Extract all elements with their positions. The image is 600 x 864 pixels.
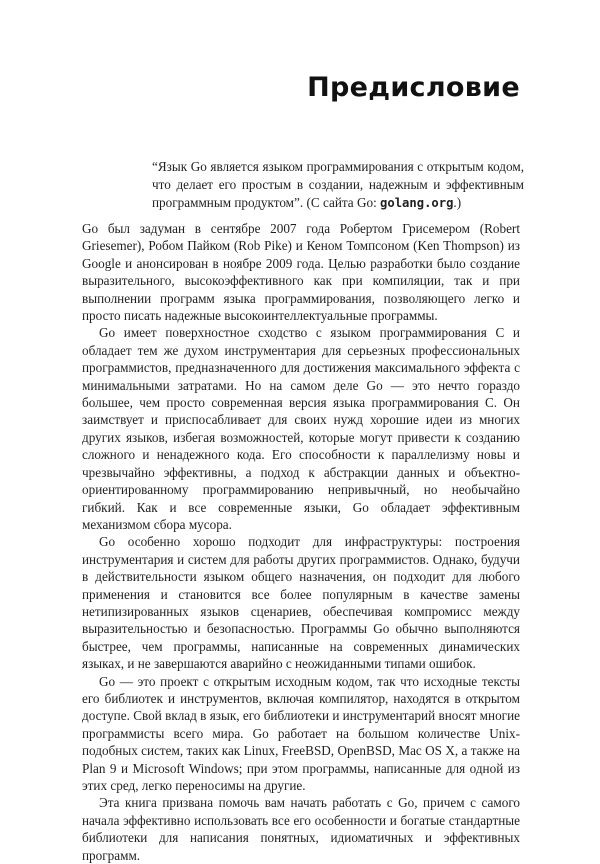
body-text [82,220,520,864]
page-title: Предисловие [307,72,520,103]
paragraph-4: Go — это проект с открытым исходным кодом, так что исходные тексты его библиотек и инструментов, включая компилятор, находятся в открытом доступе. Свой вклад в язык, его библиотеки и инструментарий вносят многие программисты всего мира. Go работает на большом количестве Unix-подобных систем, таких как Linux, FreeBSD, OpenBSD, Mac OS X, а также на Plan 9 и Microsoft Windows; при этом программы, написанные для одной из этих сред, легко переносимы на другие. [82,673,520,793]
epigraph-text: “Язык Go является языком программирования с открытым кодом, что делает его простым в создании, надежным и эффективным программным продуктом”. (С сайта Go: [152,159,524,210]
epigraph-end: .) [453,195,462,210]
paragraph-2: Go имеет поверхностное сходство с языком программирования C и обладает тем же духом инструментария для серьезных профессиональных программистов, предназначенного для достижения максимального эффекта с минимальными затратами. Но на самом деле Go — это нечто гораздо большее, чем просто современная версия языка программирования C. Он заимствует и приспосабливает для своих нужд хорошие идеи из многих других языков, избегая возможностей, которые могут привести к созданию сложного и ненадежного кода. Его способности к параллелизму новы и чрезвычайно эффективны, а подход к абстракции данных и объектно-ориентированному программированию непривычный, но необычайно гибкий. Как и все современные языки, Go обладает эффективным механизмом сбора мусора. [82,325,520,532]
paragraph-5: Эта книга призвана помочь вам начать работать с Go, причем с самого начала эффективно использовать все его особенности и богатые стандартные библиотеки для написания понятных, идиоматичных и эффективных программ. [82,795,520,863]
epigraph-quote [152,158,524,212]
paragraph-1: Go был задуман в сентябре 2007 года Робертом Грисемером (Robert Griesemer), Робом Пайком (Rob Pike) и Кеном Томпсоном (Ken Thompson) из Google и анонсирован в ноябре 2009 года. Целью разработки было создание выразительного, высокоэффективного как при компиляции, так и при выполнении программ языка программирования, позволяющего легко и просто писать надежные высокоинтеллектуальные программы. [82,221,520,324]
paragraph-3: Go особенно хорошо подходит для инфраструктуры: построения инструментария и систем для работы других программистов. Однако, будучи в действительности языком общего назначения, он подходит для любого применения и становится все более популярным в качестве замены нетипизированных языков сценариев, обеспечивая компромисс между выразительностью и безопасностью. Программы Go обычно выполняются быстрее, чем программы, написанные на современных динамических языках, и не завершаются аварийно с неожиданными типами ошибок. [82,534,520,672]
epigraph-site: golang.org [380,196,454,210]
